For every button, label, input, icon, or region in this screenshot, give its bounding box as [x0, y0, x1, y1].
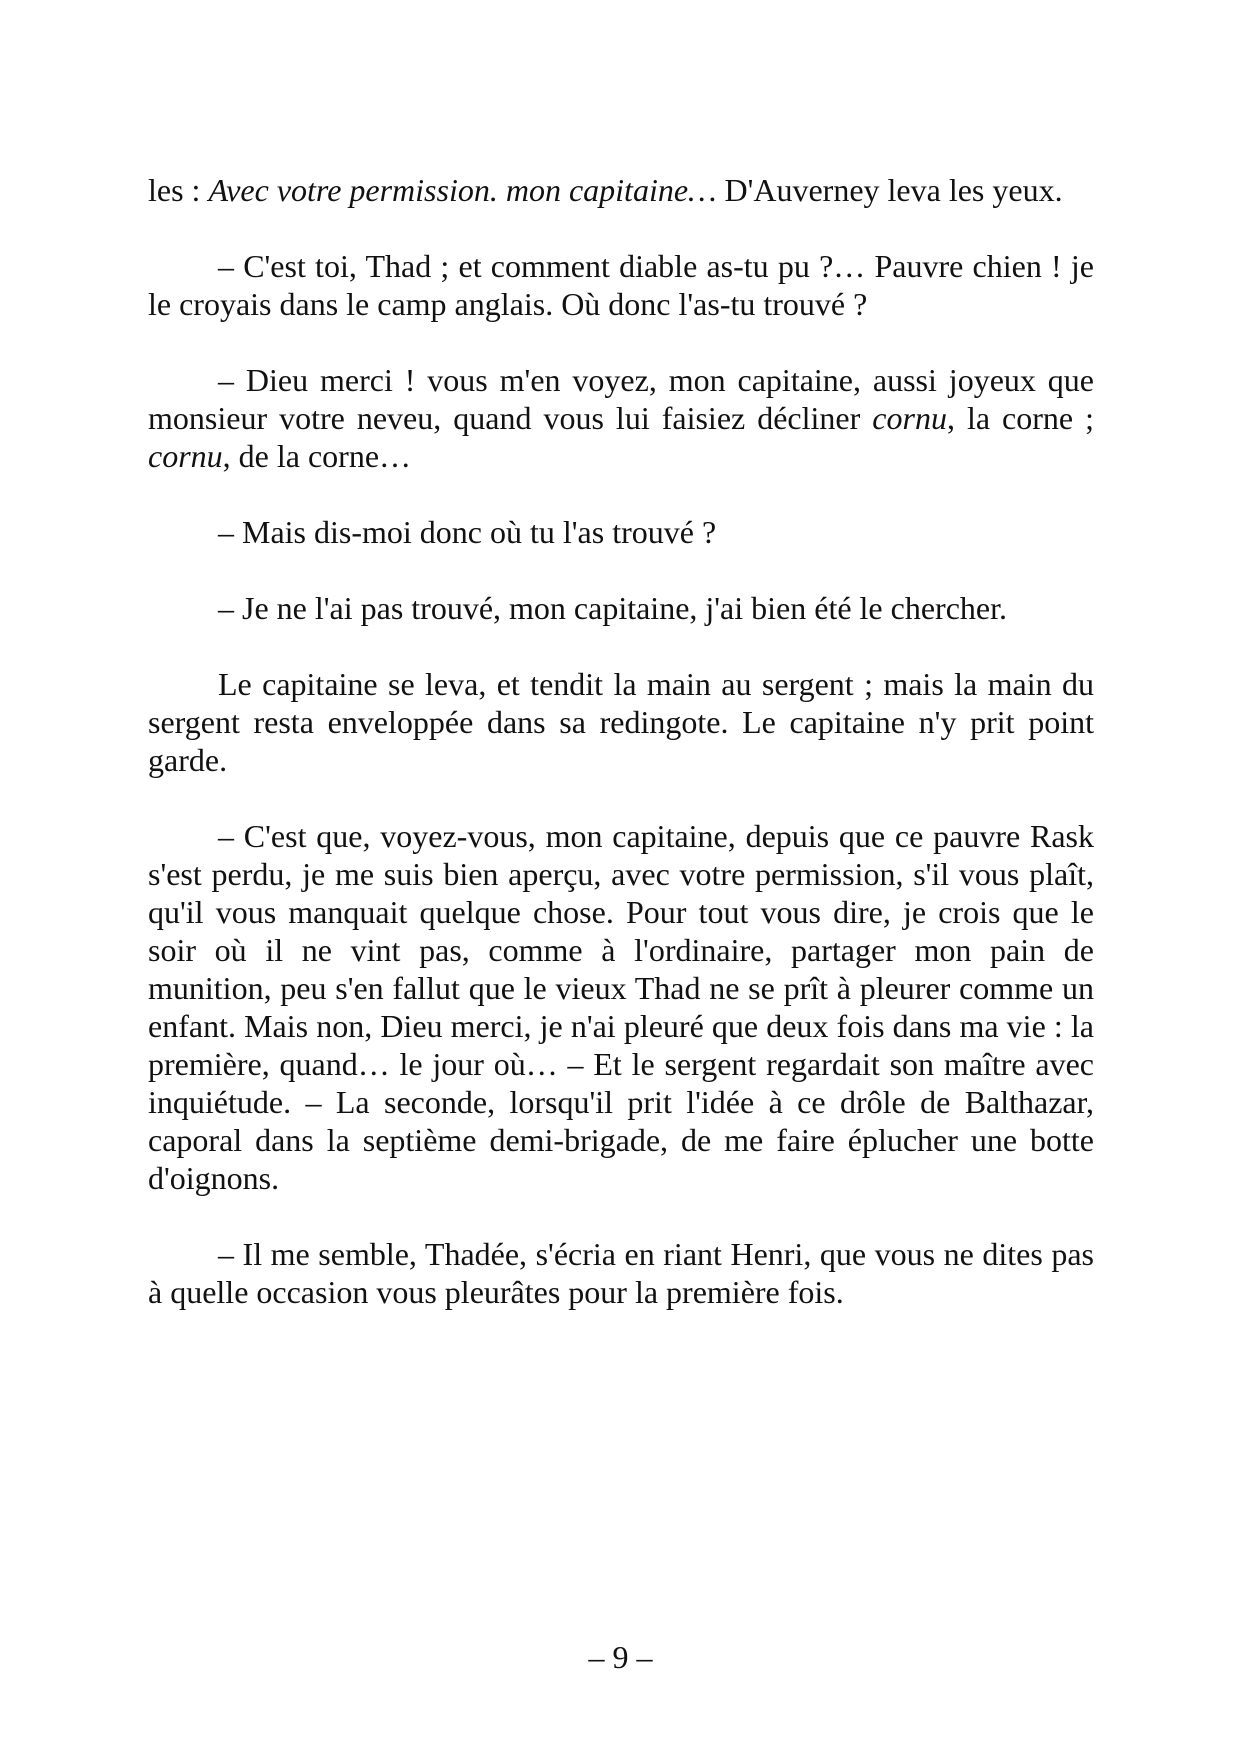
paragraph: [148, 247, 1094, 323]
paragraph: [148, 817, 1094, 1197]
paragraph: [148, 171, 1094, 209]
italic-text: cornu: [872, 400, 947, 436]
text-run: les :: [148, 172, 209, 208]
text-run: – Il me semble, Thadée, s'écria en riant Henri, que vous ne dites pas à quelle occasion vous pleurâtes pour la première fois.: [148, 1236, 1094, 1310]
text-run: , la corne ;: [946, 400, 1095, 436]
paragraph: [148, 589, 1094, 627]
paragraph: [148, 1235, 1094, 1311]
text-run: , de la corne…: [222, 438, 412, 474]
text-run: D'Auverney leva les yeux.: [716, 172, 1063, 208]
paragraph: [148, 513, 1094, 551]
paragraph: [148, 665, 1094, 779]
page-number: – 9 –: [588, 1639, 653, 1675]
text-run: – Dieu merci ! vous m'en voyez, mon capitaine, aussi joyeux que monsieur votre neveu, quand vous lui faisiez décliner: [148, 362, 1094, 436]
page-body: [148, 171, 1094, 1311]
paragraph: [148, 361, 1094, 475]
italic-text: cornu: [148, 438, 223, 474]
italic-text: Avec votre permission. mon capitaine…: [208, 172, 717, 208]
text-run: Le capitaine se leva, et tendit la main au sergent ; mais la main du sergent resta enveloppée dans sa redingote. Le capitaine n'y prit point garde.: [148, 666, 1094, 778]
text-run: – C'est toi, Thad ; et comment diable as-tu pu ?… Pauvre chien ! je le croyais dans le camp anglais. Où donc l'as-tu trouvé ?: [148, 248, 1094, 322]
text-run: – C'est que, voyez-vous, mon capitaine, depuis que ce pauvre Rask s'est perdu, je me suis bien aperçu, avec votre permission, s'il vous plaît, qu'il vous manquait quelque chose. Pour tout vous dire, je crois que le soir où il ne vint pas, comme à l'ordinaire, partager mon pain de munition, peu s'en fallut que le vieux Thad ne se prît à pleurer comme un enfant. Mais non, Dieu merci, je n'ai pleuré que deux fois dans ma vie : la première, quand… le jour où… – Et le sergent regardait son maître avec inquiétude. – La seconde, lorsqu'il prit l'idée à ce drôle de Balthazar, caporal dans la septième demi-brigade, de me faire éplucher une botte d'oignons.: [148, 818, 1094, 1196]
text-run: – Je ne l'ai pas trouvé, mon capitaine, j'ai bien été le chercher.: [218, 590, 1007, 626]
text-run: – Mais dis-moi donc où tu l'as trouvé ?: [218, 514, 717, 550]
